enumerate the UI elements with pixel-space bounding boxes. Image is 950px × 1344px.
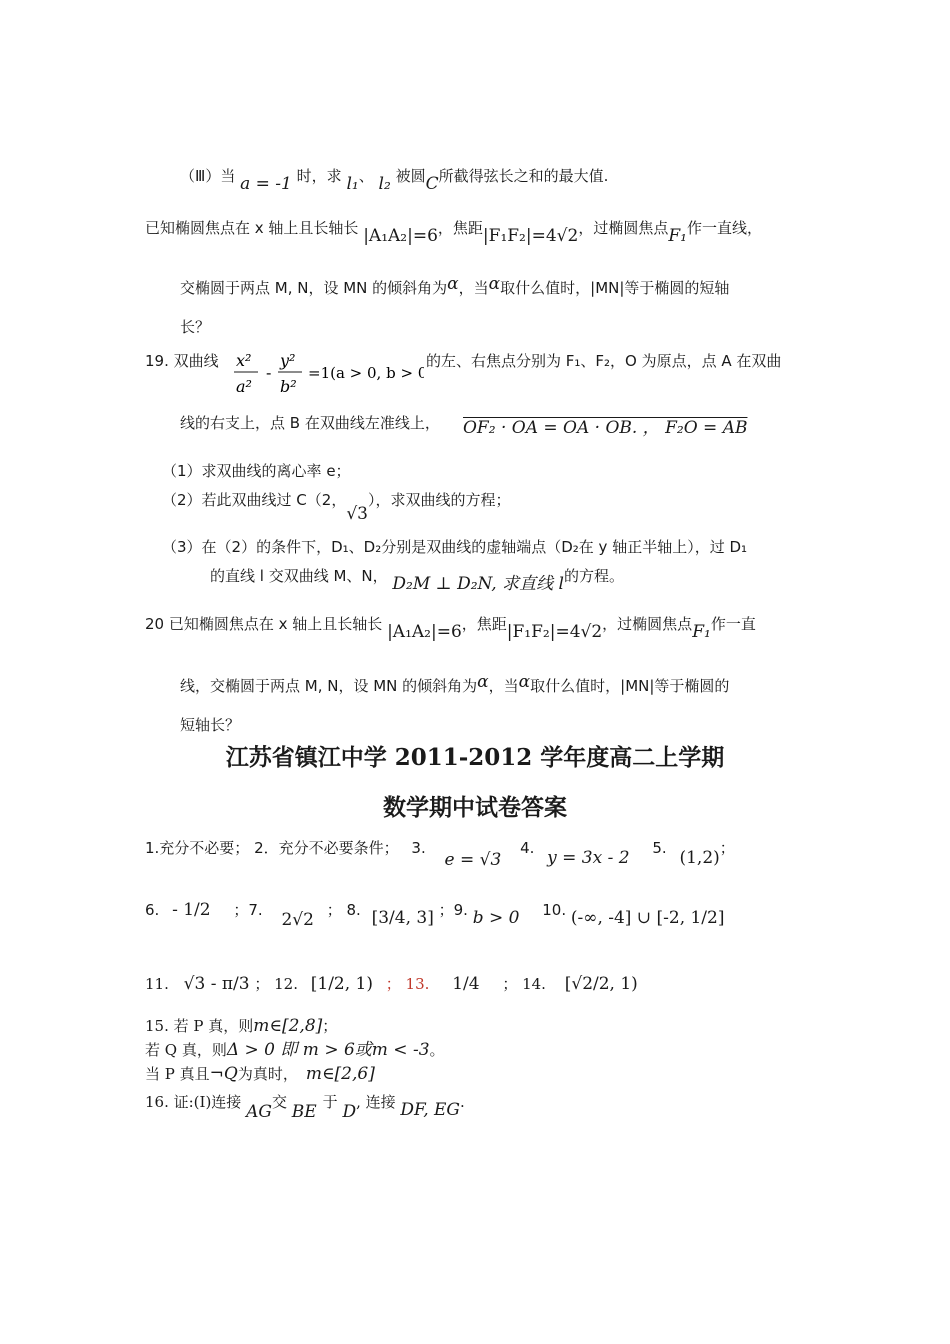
q19-vector-equation <box>463 418 747 438</box>
answer-16-ag: AG <box>246 1102 272 1122</box>
q19-sub2-text-a: （2）若此双曲线过 C（2， <box>162 491 347 509</box>
math-alpha: α <box>518 672 531 692</box>
answer-15-end: ； <box>322 1017 338 1035</box>
ellipse-text3: ，过椭圆焦点 <box>578 219 669 237</box>
answer-7-label: ；7. <box>233 901 263 919</box>
answer-16-df-eg: DF, EG <box>400 1100 460 1120</box>
answer-16-text: 16. 证:(Ⅰ)连接 <box>145 1093 242 1111</box>
q19-sub3-line2 <box>210 566 624 594</box>
q19-hyperbola-equation <box>232 350 424 398</box>
answer-15-line1 <box>145 1016 337 1036</box>
answer-4-label: 4. <box>520 839 535 857</box>
math-l1: l₁ <box>346 174 359 194</box>
q20-text4: 作一直 <box>710 615 756 633</box>
ellipse-question-line2 <box>180 274 730 298</box>
math-l2: l₂ <box>378 174 391 194</box>
answer-16-line <box>145 1092 465 1122</box>
answer-15-pq-text: 当 P 真且 <box>145 1065 210 1083</box>
ellipse-math-f1: F₁ <box>668 226 687 246</box>
q20-text3: ，过椭圆焦点 <box>602 615 693 633</box>
answer-9-math: b > 0 <box>472 908 520 928</box>
answer-15-q-text: 若 Q 真，则 <box>145 1041 227 1059</box>
q19-sub3-text-b: 的直线 l 交双曲线 M、N， <box>210 567 388 585</box>
answer-16-be: BE <box>291 1102 317 1122</box>
q20-math-major-axis: |A₁A₂|=6 <box>387 622 462 642</box>
answer-15-range: m∈[2,6] <box>305 1064 375 1084</box>
answer-5-math: (1,2) <box>679 848 720 868</box>
answer-6-label: 6. <box>145 901 160 919</box>
answer-16-yu: 于 <box>322 1093 338 1111</box>
answer-16-jiao: 交 <box>271 1093 287 1111</box>
answer-1: 1.充分不必要； <box>145 839 250 857</box>
part-iii-tail: 被圆 <box>395 167 426 185</box>
svg-text:-: - <box>266 363 272 382</box>
q19-sub3-text-a: （3）在（2）的条件下，D₁、D₂分别是双曲线的虚轴端点（D₂在 y 轴正半轴上），过 D₁ <box>162 538 748 556</box>
math-a-value: a = -1 <box>240 174 292 194</box>
answer-row-3 <box>145 974 638 994</box>
answer-9-label: ；9. <box>438 901 468 919</box>
q20-line3 <box>180 716 240 734</box>
part-iii-label: （Ⅲ）当 <box>180 167 236 185</box>
ellipse-question-line1 <box>145 218 762 246</box>
answer-15-q-math: Δ > 0 即 m > 6或m < -3 <box>226 1040 430 1060</box>
answer-14-label: ； 14. <box>502 975 546 993</box>
svg-text:y²: y² <box>280 351 296 370</box>
answer-title-2: 数学期中试卷答案 <box>383 794 567 821</box>
ellipse-math-major-axis: |A₁A₂|=6 <box>363 226 438 246</box>
answer-5-label: 5. <box>652 839 667 857</box>
answer-10-math: (-∞, -4] ∪ [-2, 1/2] <box>570 908 725 928</box>
answer-row1-end: ； <box>719 839 735 857</box>
part-iii-mid: 时，求 <box>296 167 342 185</box>
ellipse-line2a: 交椭圆于两点 M, N，设 MN 的倾斜角为 <box>180 279 448 297</box>
answer-7-math: 2√2 <box>281 910 314 930</box>
hyperbola-equation-graphic <box>232 350 424 398</box>
ellipse-line2b: ，当 <box>458 279 489 297</box>
q19-text1: 双曲线 <box>173 352 219 370</box>
answer-6-math: - 1/2 <box>172 900 211 920</box>
answer-2: 2．充分不必要条件； <box>254 839 399 857</box>
part-iii-sep: 、 <box>358 167 374 185</box>
ellipse-line2c: 取什么值时，|MN|等于椭圆的短轴 <box>500 279 730 297</box>
q20-math-f1: F₁ <box>692 622 711 642</box>
svg-text:a²: a² <box>236 377 252 396</box>
answer-12-math: [1/2, 1) <box>310 974 373 994</box>
answer-15-not-q: ¬Q <box>209 1064 238 1084</box>
ellipse-math-focal: |F₁F₂|=4√2 <box>482 226 579 246</box>
answer-11-label: 11. <box>145 975 169 993</box>
svg-text:x²: x² <box>236 351 252 370</box>
part-iii-end: 所截得弦长之和的最大值. <box>438 167 609 185</box>
ellipse-text2: ，焦距 <box>437 219 483 237</box>
math-circle-c: C <box>425 174 439 194</box>
answer-11-math: √3 - π/3 <box>183 974 250 994</box>
q20-math-focal: |F₁F₂|=4√2 <box>506 622 603 642</box>
ellipse-question-line3 <box>180 318 210 336</box>
q20-text1: 20 已知椭圆焦点在 x 轴上且长轴长 <box>145 615 383 633</box>
q20-text2: ，焦距 <box>461 615 507 633</box>
q20-line2c: 取什么值时，|MN|等于椭圆的 <box>530 677 730 695</box>
q20-line3-text: 短轴长？ <box>180 716 241 734</box>
q19-line2 <box>180 414 440 432</box>
answer-15-q-end: 。 <box>429 1041 445 1059</box>
answer-8-label: ； 8. <box>326 901 361 919</box>
svg-text:=1(a > 0, b > 0): =1(a > 0, b > 0) <box>308 364 424 382</box>
ellipse-text1: 已知椭圆焦点在 x 轴上且长轴长 <box>145 219 359 237</box>
answer-title-1: 江苏省镇江中学 2011-2012 学年度高二上学期 <box>225 744 725 771</box>
q20-line1 <box>145 614 756 642</box>
answer-row-2 <box>145 900 725 930</box>
answer-13-math: 1/4 <box>452 974 480 994</box>
answer-15-line2 <box>145 1040 445 1060</box>
q19-sub2-text-b: ），求双曲线的方程； <box>368 491 511 509</box>
q19-sub2 <box>162 490 511 524</box>
q19-number: 19. <box>145 352 169 370</box>
answer-15-math: m∈[2,8] <box>253 1016 323 1036</box>
answer-4-math: y = 3x - 2 <box>547 848 630 868</box>
answer-15-line3 <box>145 1064 375 1084</box>
q20-line2 <box>180 672 730 696</box>
q20-line2b: ，当 <box>488 677 519 695</box>
answer-16-end: . <box>460 1093 465 1111</box>
part-iii-line <box>180 166 609 194</box>
answer-16-d: D <box>342 1102 357 1122</box>
q19-line1-rest <box>426 352 781 370</box>
vector-equation: OF₂ · OA = OA · OB. ， F₂O = AB <box>463 418 748 438</box>
q19-sub3-text-c: 的方程。 <box>563 567 624 585</box>
ellipse-line3: 长？ <box>180 318 211 336</box>
q19-line1 <box>145 352 219 370</box>
answer-14-math: [√2/2, 1) <box>564 974 638 994</box>
answer-13-label: ； 13. <box>385 975 430 993</box>
q19-line2-text: 线的右支上，点 B 在双曲线左准线上， <box>180 414 440 432</box>
q20-line2a: 线，交椭圆于两点 M, N，设 MN 的倾斜角为 <box>180 677 478 695</box>
math-alpha: α <box>447 274 459 294</box>
answer-15-pq-mid: 为真时， <box>237 1065 298 1083</box>
q19-sub1 <box>162 462 351 480</box>
q19-sub3-line1 <box>162 538 747 556</box>
ellipse-text4: 作一直线， <box>686 219 762 237</box>
perpendicular-condition: D₂M ⊥ D₂N, 求直线 l <box>392 574 564 594</box>
math-alpha: α <box>488 274 501 294</box>
answer-10-label: 10. <box>542 901 567 919</box>
q19-sub1-text: （1）求双曲线的离心率 e； <box>162 462 351 480</box>
answer-16-connect: , 连接 <box>356 1093 396 1111</box>
q19-text2: 的左、右焦点分别为 F₁、F₂，O 为原点，点 A 在双曲 <box>426 352 782 370</box>
answer-15-text: 15. 若 P 真，则 <box>145 1017 254 1035</box>
answer-3-label: 3. <box>411 839 426 857</box>
svg-text:b²: b² <box>280 377 297 396</box>
math-sqrt3: √3 <box>346 504 368 524</box>
answer-12-label: ； 12. <box>254 975 298 993</box>
answer-row-1 <box>145 838 735 870</box>
answer-8-math: [3/4, 3] <box>371 908 434 928</box>
math-alpha: α <box>477 672 489 692</box>
answer-3-math: e = √3 <box>444 850 502 870</box>
